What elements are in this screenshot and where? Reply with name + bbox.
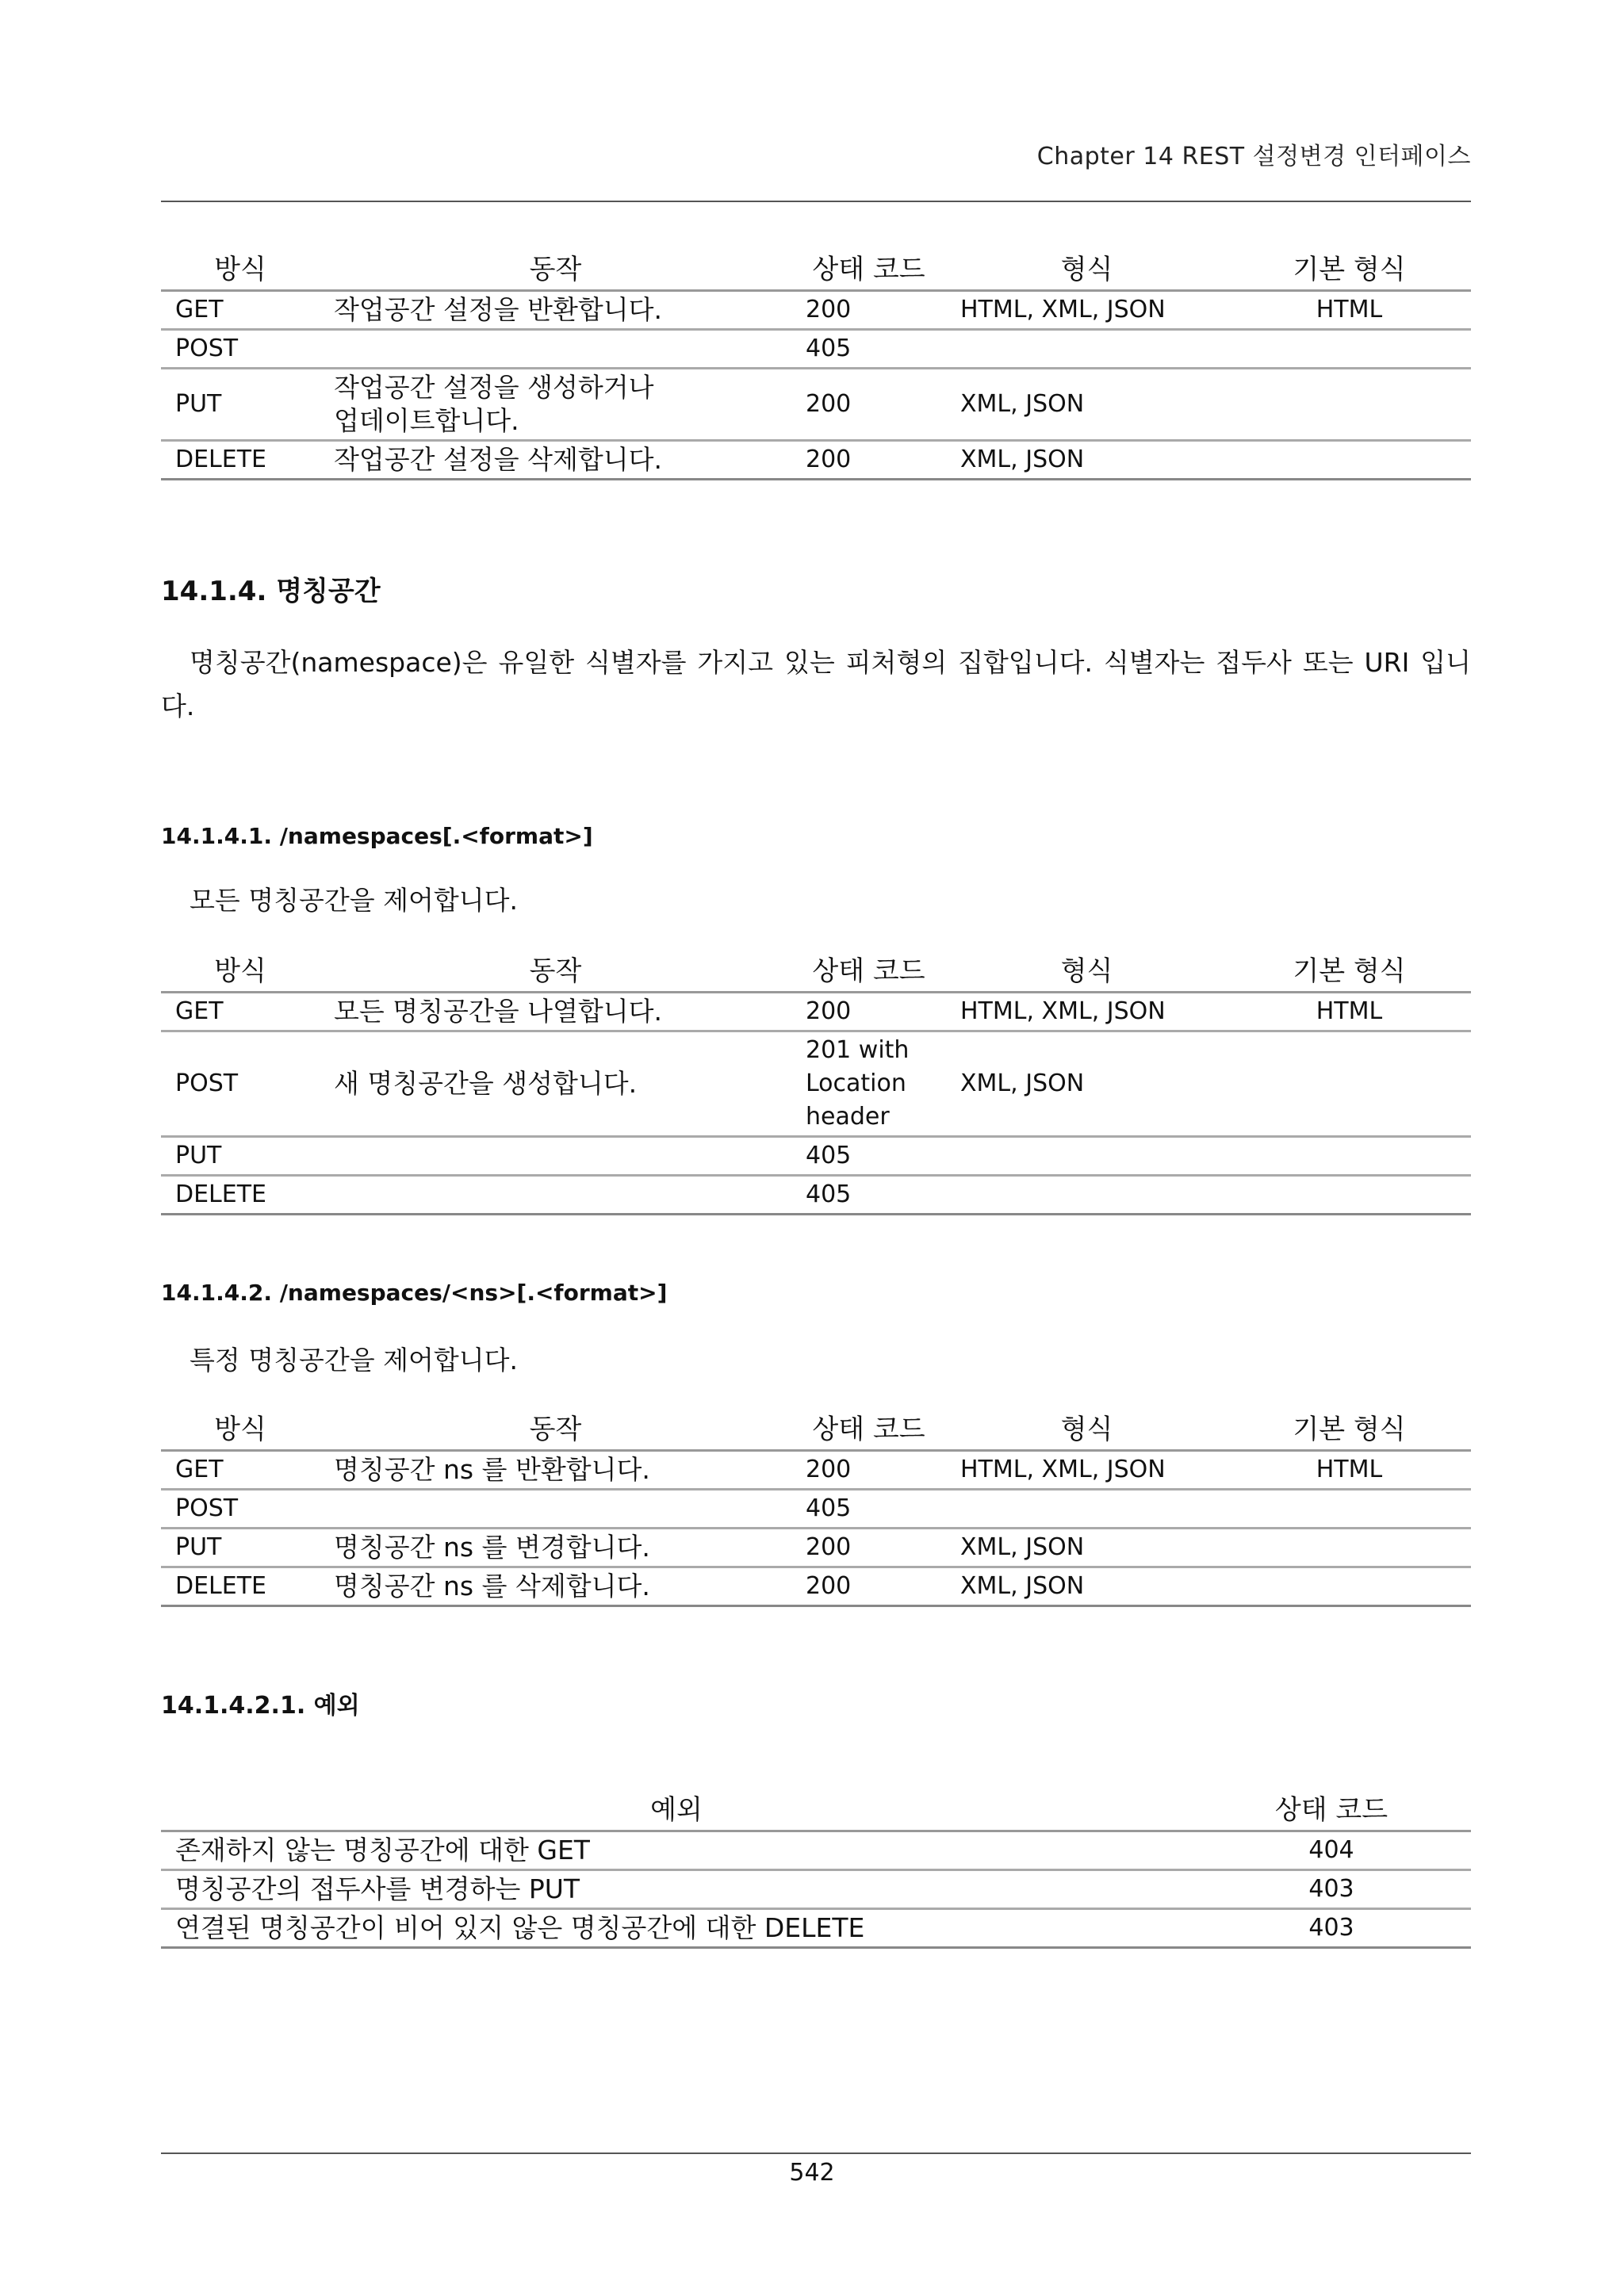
table-row xyxy=(161,1137,1471,1176)
status-code-cell: 403 xyxy=(1192,1909,1471,1948)
formats-cell: HTML, XML, JSON xyxy=(946,291,1228,330)
formats-cell xyxy=(946,1176,1228,1215)
formats-cell xyxy=(946,1490,1228,1529)
default-format-cell: HTML xyxy=(1228,291,1471,330)
table-body xyxy=(161,1451,1471,1606)
all-namespaces-lead: 모든 명칭공간을 제어합니다. xyxy=(190,885,519,916)
action-cell: 명칭공간 ns 를 삭제합니다. xyxy=(320,1567,791,1606)
default-format-cell xyxy=(1228,1137,1471,1176)
section-heading-all-namespaces: 14.1.4.1. /namespaces[.<format>] xyxy=(161,823,593,849)
action-cell: 모든 명칭공간을 나열합니다. xyxy=(320,993,791,1031)
action-cell: 작업공간 설정을 반환합니다. xyxy=(320,291,791,330)
col-header-method: 방식 xyxy=(161,1402,320,1451)
col-header-formats: 형식 xyxy=(946,1402,1228,1451)
col-header-exception: 예외 xyxy=(161,1782,1192,1831)
method-cell: PUT xyxy=(161,1529,320,1567)
col-header-status: 상태 코드 xyxy=(1192,1782,1471,1831)
footer-rule xyxy=(161,2152,1471,2154)
table-body xyxy=(161,1831,1471,1948)
exceptions-table xyxy=(161,1782,1471,1949)
action-cell: 작업공간 설정을 생성하거나 업데이트합니다. xyxy=(320,369,791,441)
table-body xyxy=(161,291,1471,480)
method-cell: DELETE xyxy=(161,441,320,480)
formats-cell xyxy=(946,1137,1228,1176)
status-code-cell: 405 xyxy=(791,1176,946,1215)
col-header-status: 상태 코드 xyxy=(791,1402,946,1451)
section-heading-namespaces: 14.1.4. 명칭공간 xyxy=(161,576,381,607)
default-format-cell xyxy=(1228,330,1471,369)
default-format-cell xyxy=(1228,369,1471,441)
page-number: 542 xyxy=(789,2159,835,2187)
all-namespaces-table xyxy=(161,943,1471,1215)
table-row xyxy=(161,291,1471,330)
table-row xyxy=(161,1490,1471,1529)
col-header-default-format: 기본 형식 xyxy=(1228,943,1471,993)
exception-cell: 연결된 명칭공간이 비어 있지 않은 명칭공간에 대한 DELETE xyxy=(161,1909,1192,1948)
workspace-settings-table-wrap xyxy=(161,242,1471,480)
status-code-cell: 200 xyxy=(791,1451,946,1490)
formats-cell: XML, JSON xyxy=(946,441,1228,480)
table-body xyxy=(161,993,1471,1215)
table-row xyxy=(161,1176,1471,1215)
col-header-action: 동작 xyxy=(320,943,791,993)
col-header-method: 방식 xyxy=(161,943,320,993)
col-header-status: 상태 코드 xyxy=(791,943,946,993)
default-format-cell xyxy=(1228,1176,1471,1215)
workspace-settings-table xyxy=(161,242,1471,480)
table-row xyxy=(161,330,1471,369)
exception-cell: 존재하지 않는 명칭공간에 대한 GET xyxy=(161,1831,1192,1870)
section-heading-exceptions: 14.1.4.2.1. 예외 xyxy=(161,1692,360,1720)
table-header-row xyxy=(161,1782,1471,1831)
single-namespace-table xyxy=(161,1402,1471,1607)
formats-cell: XML, JSON xyxy=(946,1567,1228,1606)
status-code-cell: 200 xyxy=(791,1529,946,1567)
formats-cell: HTML, XML, JSON xyxy=(946,993,1228,1031)
status-code-cell: 201 with Location header xyxy=(791,1031,946,1137)
table-row xyxy=(161,993,1471,1031)
table-row xyxy=(161,441,1471,480)
status-code-cell: 405 xyxy=(791,330,946,369)
formats-cell: XML, JSON xyxy=(946,1529,1228,1567)
status-code-cell: 403 xyxy=(1192,1870,1471,1909)
default-format-cell: HTML xyxy=(1228,1451,1471,1490)
status-code-cell: 200 xyxy=(791,441,946,480)
action-cell: 명칭공간 ns 를 변경합니다. xyxy=(320,1529,791,1567)
col-header-formats: 형식 xyxy=(946,943,1228,993)
table-row xyxy=(161,1567,1471,1606)
action-cell: 명칭공간 ns 를 반환합니다. xyxy=(320,1451,791,1490)
method-cell: GET xyxy=(161,993,320,1031)
action-cell: 작업공간 설정을 삭제합니다. xyxy=(320,441,791,480)
action-cell xyxy=(320,1490,791,1529)
status-code-cell: 200 xyxy=(791,1567,946,1606)
method-cell: PUT xyxy=(161,369,320,441)
table-row xyxy=(161,1831,1471,1870)
method-cell: POST xyxy=(161,1031,320,1137)
col-header-default-format: 기본 형식 xyxy=(1228,242,1471,291)
table-row xyxy=(161,1451,1471,1490)
default-format-cell xyxy=(1228,1031,1471,1137)
table-row xyxy=(161,1870,1471,1909)
header-rule xyxy=(161,201,1471,202)
default-format-cell: HTML xyxy=(1228,993,1471,1031)
table-row xyxy=(161,1031,1471,1137)
formats-cell xyxy=(946,330,1228,369)
default-format-cell xyxy=(1228,1490,1471,1529)
default-format-cell xyxy=(1228,1567,1471,1606)
col-header-action: 동작 xyxy=(320,242,791,291)
formats-cell: XML, JSON xyxy=(946,1031,1228,1137)
default-format-cell xyxy=(1228,1529,1471,1567)
status-code-cell: 405 xyxy=(791,1490,946,1529)
table-row xyxy=(161,369,1471,441)
col-header-default-format: 기본 형식 xyxy=(1228,1402,1471,1451)
single-namespace-lead: 특정 명칭공간을 제어합니다. xyxy=(190,1345,519,1376)
action-cell xyxy=(320,330,791,369)
action-cell xyxy=(320,1137,791,1176)
namespaces-intro-paragraph: 명칭공간(namespace)은 유일한 식별자를 가지고 있는 피처형의 집합입니다. 식별자는 접두사 또는 URI 입니다. xyxy=(161,647,1471,721)
default-format-cell xyxy=(1228,441,1471,480)
method-cell: PUT xyxy=(161,1137,320,1176)
status-code-cell: 404 xyxy=(1192,1831,1471,1870)
col-header-status: 상태 코드 xyxy=(791,242,946,291)
formats-cell: XML, JSON xyxy=(946,369,1228,441)
formats-cell: HTML, XML, JSON xyxy=(946,1451,1228,1490)
col-header-method: 방식 xyxy=(161,242,320,291)
method-cell: DELETE xyxy=(161,1567,320,1606)
method-cell: POST xyxy=(161,1490,320,1529)
status-code-cell: 200 xyxy=(791,291,946,330)
exceptions-table-wrap xyxy=(161,1782,1471,1949)
method-cell: GET xyxy=(161,291,320,330)
method-cell: DELETE xyxy=(161,1176,320,1215)
col-header-formats: 형식 xyxy=(946,242,1228,291)
table-header-row xyxy=(161,1402,1471,1451)
method-cell: GET xyxy=(161,1451,320,1490)
table-header-row xyxy=(161,943,1471,993)
status-code-cell: 200 xyxy=(791,993,946,1031)
exception-cell: 명칭공간의 접두사를 변경하는 PUT xyxy=(161,1870,1192,1909)
status-code-cell: 405 xyxy=(791,1137,946,1176)
running-header: Chapter 14 REST 설정변경 인터페이스 xyxy=(1036,143,1471,170)
section-heading-single-namespace: 14.1.4.2. /namespaces/<ns>[.<format>] xyxy=(161,1280,668,1306)
table-row xyxy=(161,1909,1471,1948)
method-cell: POST xyxy=(161,330,320,369)
col-header-action: 동작 xyxy=(320,1402,791,1451)
action-cell xyxy=(320,1176,791,1215)
table-row xyxy=(161,1529,1471,1567)
all-namespaces-table-wrap xyxy=(161,943,1471,1215)
table-header-row xyxy=(161,242,1471,291)
status-code-cell: 200 xyxy=(791,369,946,441)
single-namespace-table-wrap xyxy=(161,1402,1471,1607)
action-cell: 새 명칭공간을 생성합니다. xyxy=(320,1031,791,1137)
